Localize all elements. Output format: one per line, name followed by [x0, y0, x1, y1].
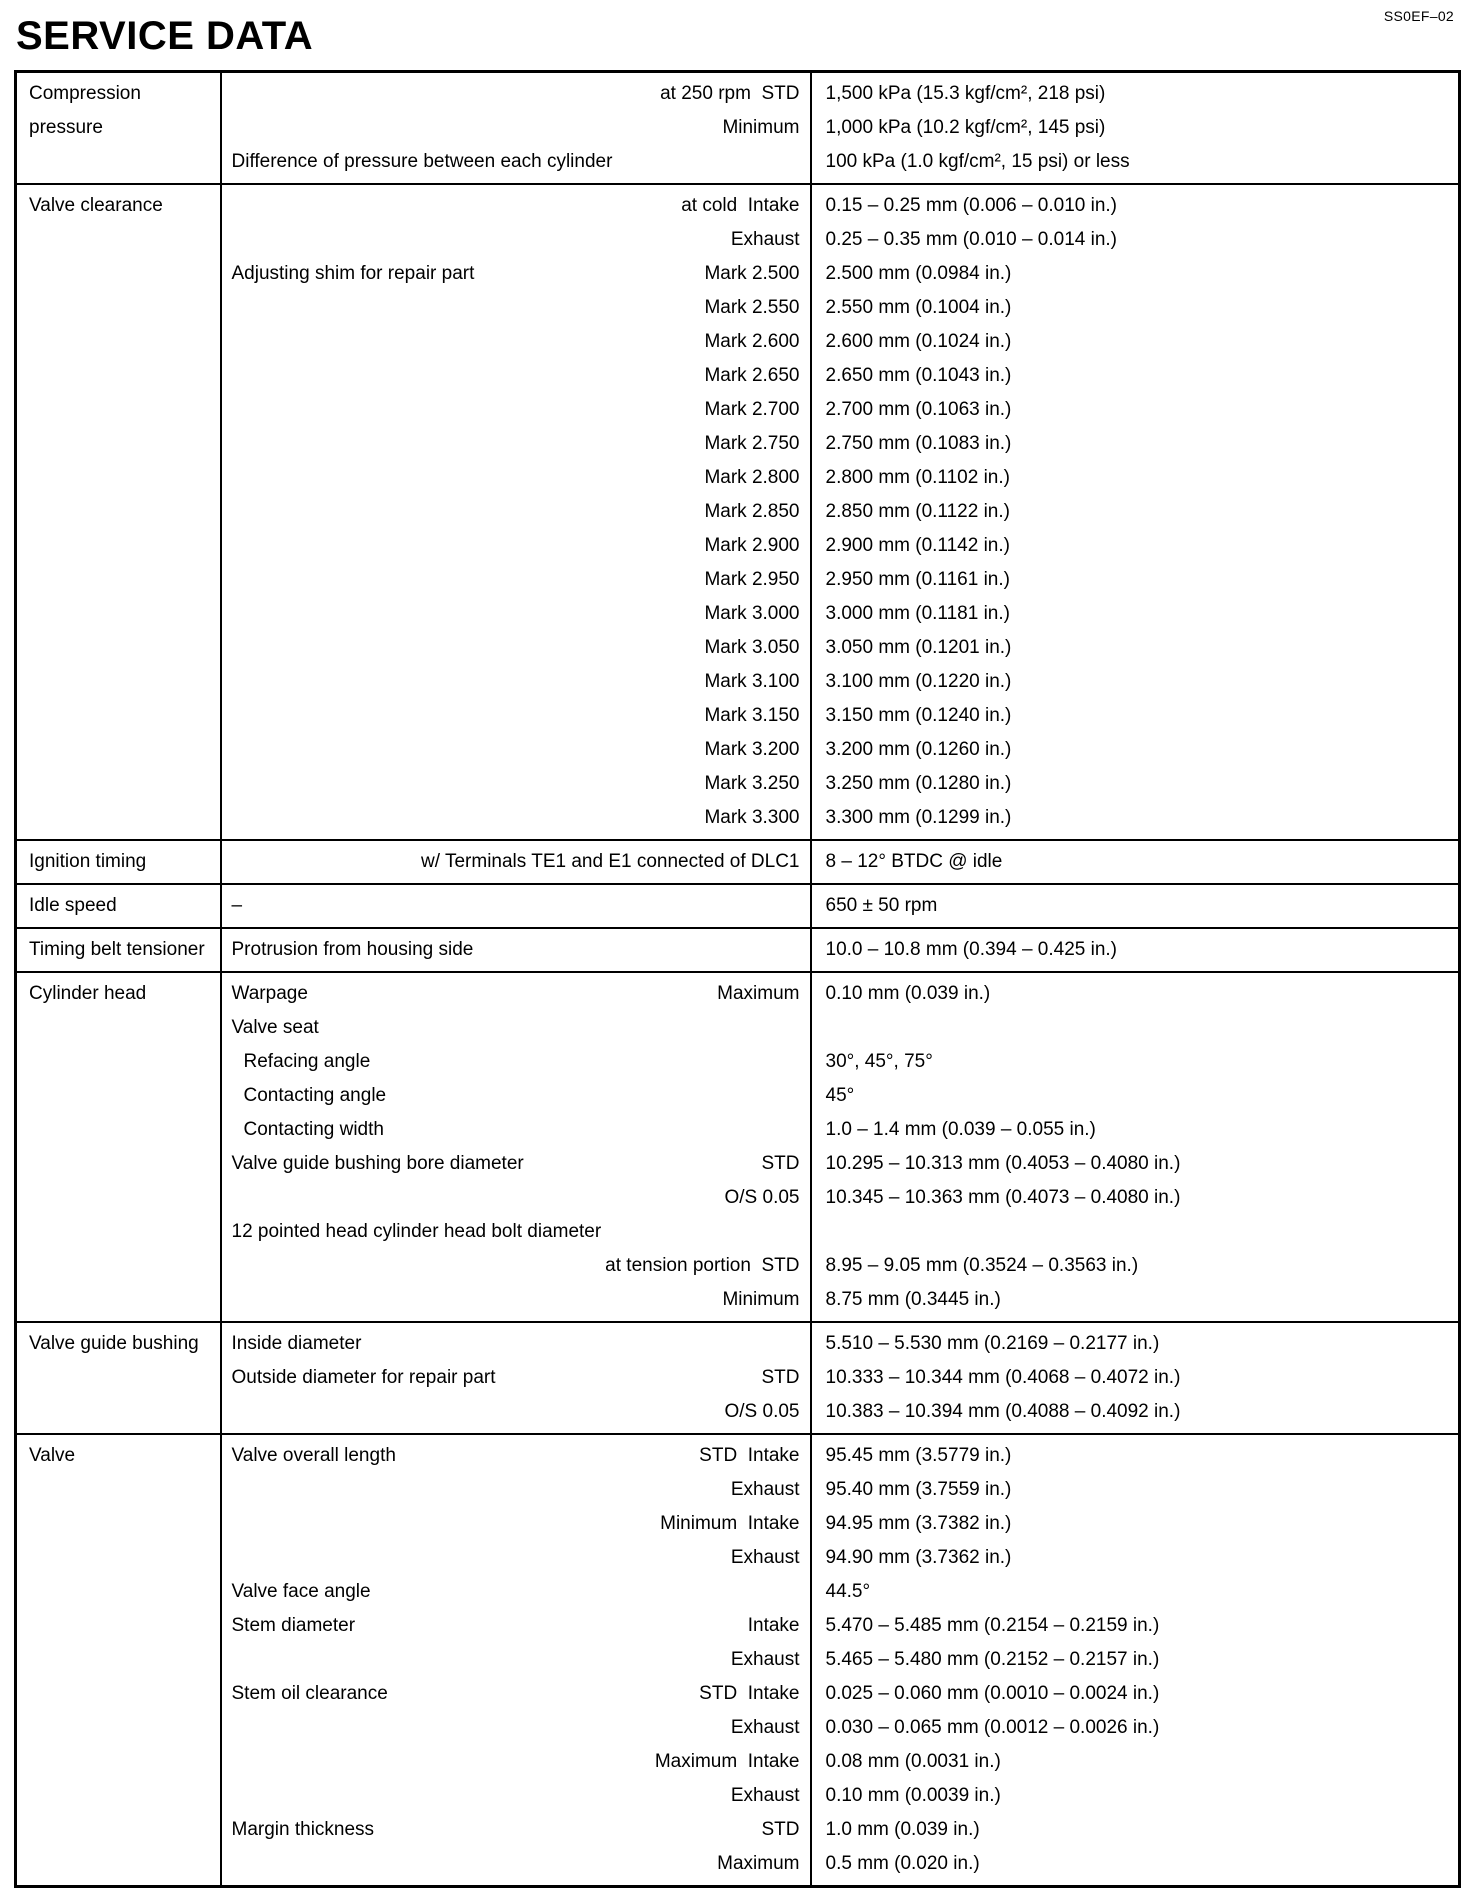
spec-cell	[221, 427, 811, 461]
spec-cell	[221, 72, 811, 112]
spec-condition: Mark 2.850	[704, 501, 800, 522]
spec-cell	[221, 1677, 811, 1711]
spec-cell	[221, 1249, 811, 1283]
category-cell: Valve guide bushing	[16, 1322, 221, 1434]
spec-label: Valve overall length	[231, 1445, 396, 1466]
spec-label: Margin thickness	[231, 1819, 375, 1840]
table-row	[16, 1079, 1460, 1113]
spec-cell	[221, 359, 811, 393]
spec-condition: Mark 2.950	[704, 569, 800, 590]
table-row	[16, 325, 1460, 359]
table-row	[16, 884, 1460, 928]
spec-value: 94.90 mm (3.7362 in.)	[825, 1547, 1012, 1568]
spec-label: Stem oil clearance	[231, 1683, 388, 1704]
spec-value: 10.345 – 10.363 mm (0.4073 – 0.4080 in.)	[825, 1187, 1181, 1208]
spec-value: 650 ± 50 rpm	[811, 884, 1460, 928]
category-cell: Valve	[16, 1434, 221, 1887]
table-row	[16, 1113, 1460, 1147]
spec-value: 0.025 – 0.060 mm (0.0010 – 0.0024 in.)	[825, 1683, 1160, 1704]
spec-value: 2.900 mm (0.1142 in.)	[825, 535, 1010, 556]
table-row	[16, 1779, 1460, 1813]
spec-value: 10.333 – 10.344 mm (0.4068 – 0.4072 in.)	[825, 1367, 1181, 1388]
spec-label: Stem diameter	[231, 1615, 356, 1636]
spec-cell	[221, 1395, 811, 1434]
spec-cell	[221, 1011, 811, 1045]
spec-value: 2.600 mm (0.1024 in.)	[825, 331, 1012, 352]
spec-condition: Maximum	[717, 983, 800, 1004]
table-row	[16, 427, 1460, 461]
spec-value: 8 – 12° BTDC @ idle	[811, 840, 1460, 884]
table-row	[16, 359, 1460, 393]
spec-value: 3.200 mm (0.1260 in.)	[825, 739, 1012, 760]
table-row	[16, 840, 1460, 884]
spec-condition: STD Intake	[699, 1445, 800, 1466]
spec-value: 0.25 – 0.35 mm (0.010 – 0.014 in.)	[825, 229, 1118, 250]
service-data-table	[14, 70, 1461, 1888]
table-row	[16, 1847, 1460, 1887]
spec-value: 5.465 – 5.480 mm (0.2152 – 0.2157 in.)	[825, 1649, 1160, 1670]
spec-value: 44.5°	[825, 1581, 871, 1602]
spec-condition: Mark 2.650	[704, 365, 800, 386]
spec-value: 2.550 mm (0.1004 in.)	[825, 297, 1012, 318]
table-row	[16, 1045, 1460, 1079]
spec-condition: w/ Terminals TE1 and E1 connected of DLC1	[421, 851, 800, 872]
spec-label: Valve face angle	[231, 1581, 371, 1602]
table-row	[16, 1215, 1460, 1249]
table-row	[16, 699, 1460, 733]
table-row	[16, 597, 1460, 631]
spec-value: 45°	[825, 1085, 855, 1106]
spec-cell	[221, 1434, 811, 1473]
spec-condition: Mark 2.550	[704, 297, 800, 318]
page-title: SERVICE DATA	[16, 14, 314, 58]
spec-value: 10.383 – 10.394 mm (0.4088 – 0.4092 in.)	[825, 1401, 1181, 1422]
spec-cell	[221, 393, 811, 427]
spec-label: Adjusting shim for repair part	[231, 263, 475, 284]
spec-condition: STD	[761, 1153, 800, 1174]
spec-cell	[221, 1541, 811, 1575]
spec-condition: Mark 2.500	[704, 263, 800, 284]
table-row	[16, 1643, 1460, 1677]
spec-cell	[221, 733, 811, 767]
spec-value: 5.510 – 5.530 mm (0.2169 – 0.2177 in.)	[811, 1322, 1460, 1361]
table-row	[16, 393, 1460, 427]
spec-cell	[221, 461, 811, 495]
spec-value: 1.0 mm (0.039 in.)	[825, 1819, 980, 1840]
spec-condition: Minimum	[722, 1289, 800, 1310]
doc-code: SS0EF–02	[1383, 8, 1454, 24]
spec-label: Outside diameter for repair part	[231, 1367, 496, 1388]
spec-value: 8.75 mm (0.3445 in.)	[825, 1289, 1001, 1310]
spec-cell	[221, 325, 811, 359]
spec-label: Warpage	[231, 983, 308, 1004]
spec-cell	[221, 111, 811, 145]
spec-cell	[221, 1779, 811, 1813]
spec-cell	[221, 884, 811, 928]
spec-cell	[221, 1847, 811, 1887]
spec-value: 2.700 mm (0.1063 in.)	[825, 399, 1012, 420]
table-row	[16, 1507, 1460, 1541]
table-row	[16, 1322, 1460, 1361]
spec-value: 0.10 mm (0.039 in.)	[811, 972, 1460, 1011]
spec-condition: Intake	[747, 1615, 800, 1636]
spec-value: 2.500 mm (0.0984 in.)	[825, 263, 1012, 284]
spec-cell	[221, 1215, 811, 1249]
spec-condition: Mark 2.700	[704, 399, 800, 420]
spec-value: 1.0 – 1.4 mm (0.039 – 0.055 in.)	[825, 1119, 1096, 1140]
spec-label: Valve seat	[231, 1017, 319, 1038]
spec-cell	[221, 563, 811, 597]
category-cell: Ignition timing	[16, 840, 221, 884]
table-row	[16, 801, 1460, 840]
table-row	[16, 461, 1460, 495]
spec-condition: O/S 0.05	[724, 1187, 800, 1208]
table-row	[16, 1181, 1460, 1215]
spec-value: 8.95 – 9.05 mm (0.3524 – 0.3563 in.)	[825, 1255, 1139, 1276]
spec-cell	[221, 665, 811, 699]
spec-cell	[221, 1473, 811, 1507]
spec-condition: Mark 3.300	[704, 807, 800, 828]
spec-condition: STD Intake	[699, 1683, 800, 1704]
spec-cell	[221, 1643, 811, 1677]
spec-condition: Exhaust	[730, 229, 800, 250]
spec-cell	[221, 928, 811, 972]
spec-cell	[221, 1361, 811, 1395]
table-row	[16, 1813, 1460, 1847]
table-row	[16, 631, 1460, 665]
table-row	[16, 1541, 1460, 1575]
spec-cell	[221, 972, 811, 1011]
spec-condition: at 250 rpm STD	[660, 83, 800, 104]
spec-condition: Exhaust	[730, 1649, 800, 1670]
table-row	[16, 145, 1460, 184]
spec-condition: Mark 2.750	[704, 433, 800, 454]
table-row	[16, 1011, 1460, 1045]
spec-label: Refacing angle	[243, 1051, 371, 1072]
spec-value: 3.150 mm (0.1240 in.)	[825, 705, 1012, 726]
spec-value: 95.40 mm (3.7559 in.)	[825, 1479, 1012, 1500]
spec-condition: Exhaust	[730, 1547, 800, 1568]
spec-condition: STD	[761, 1819, 800, 1840]
table-row	[16, 1473, 1460, 1507]
spec-value: 30°, 45°, 75°	[825, 1051, 933, 1072]
spec-condition: Mark 3.050	[704, 637, 800, 658]
spec-cell	[221, 840, 811, 884]
table-row	[16, 1249, 1460, 1283]
spec-cell	[221, 1283, 811, 1322]
spec-cell	[221, 1322, 811, 1361]
table-row	[16, 1395, 1460, 1434]
table-row	[16, 111, 1460, 145]
table-row	[16, 495, 1460, 529]
spec-cell	[221, 1745, 811, 1779]
spec-value: 5.470 – 5.485 mm (0.2154 – 0.2159 in.)	[825, 1615, 1160, 1636]
spec-cell	[221, 1813, 811, 1847]
spec-value: 0.10 mm (0.0039 in.)	[825, 1785, 1001, 1806]
spec-condition: Mark 3.200	[704, 739, 800, 760]
spec-cell	[221, 1711, 811, 1745]
spec-condition: Mark 2.600	[704, 331, 800, 352]
spec-label: –	[231, 895, 243, 916]
spec-value: 3.100 mm (0.1220 in.)	[825, 671, 1012, 692]
spec-value: 2.800 mm (0.1102 in.)	[825, 467, 1010, 488]
spec-condition: Minimum Intake	[660, 1513, 800, 1534]
spec-value: 3.000 mm (0.1181 in.)	[825, 603, 1010, 624]
spec-value	[811, 1011, 1460, 1045]
spec-condition: Exhaust	[730, 1479, 800, 1500]
spec-cell	[221, 1609, 811, 1643]
spec-cell	[221, 1079, 811, 1113]
spec-label: Difference of pressure between each cylinder	[231, 151, 613, 172]
table-row	[16, 72, 1460, 112]
spec-condition: Mark 3.150	[704, 705, 800, 726]
table-row	[16, 972, 1460, 1011]
table-row	[16, 665, 1460, 699]
table-row	[16, 1677, 1460, 1711]
spec-label: Valve guide bushing bore diameter	[231, 1153, 524, 1174]
table-row	[16, 1711, 1460, 1745]
spec-condition: Mark 2.800	[704, 467, 800, 488]
spec-value	[811, 1215, 1460, 1249]
spec-cell	[221, 1147, 811, 1181]
spec-value: 2.650 mm (0.1043 in.)	[825, 365, 1012, 386]
table-row	[16, 1434, 1460, 1473]
spec-label: Contacting width	[243, 1119, 384, 1140]
table-row	[16, 1361, 1460, 1395]
spec-cell	[221, 529, 811, 563]
spec-cell	[221, 1045, 811, 1079]
table-row	[16, 928, 1460, 972]
table-row	[16, 1575, 1460, 1609]
spec-cell	[221, 1181, 811, 1215]
spec-label: Protrusion from housing side	[231, 939, 474, 960]
table-row	[16, 1745, 1460, 1779]
spec-cell	[221, 495, 811, 529]
spec-value: 2.750 mm (0.1083 in.)	[825, 433, 1012, 454]
spec-value: 10.0 – 10.8 mm (0.394 – 0.425 in.)	[811, 928, 1460, 972]
table-row	[16, 563, 1460, 597]
spec-value: 2.950 mm (0.1161 in.)	[825, 569, 1010, 590]
spec-value: 0.15 – 0.25 mm (0.006 – 0.010 in.)	[811, 184, 1460, 223]
table-row	[16, 767, 1460, 801]
category-cell: Valve clearance	[16, 184, 221, 840]
spec-label: Inside diameter	[231, 1333, 362, 1354]
spec-condition: Mark 3.000	[704, 603, 800, 624]
table-row	[16, 529, 1460, 563]
spec-value: 0.030 – 0.065 mm (0.0012 – 0.0026 in.)	[825, 1717, 1160, 1738]
spec-cell	[221, 597, 811, 631]
category-cell: Compression pressure	[16, 72, 221, 185]
category-cell: Cylinder head	[16, 972, 221, 1322]
table-row	[16, 223, 1460, 257]
spec-cell	[221, 699, 811, 733]
spec-value: 1,000 kPa (10.2 kgf/cm², 145 psi)	[825, 117, 1106, 138]
spec-condition: Mark 2.900	[704, 535, 800, 556]
spec-value: 3.250 mm (0.1280 in.)	[825, 773, 1012, 794]
spec-value: 95.45 mm (3.5779 in.)	[811, 1434, 1460, 1473]
category-cell: Timing belt tensioner	[16, 928, 221, 972]
spec-cell	[221, 1507, 811, 1541]
spec-cell	[221, 1575, 811, 1609]
table-row	[16, 184, 1460, 223]
spec-condition: Exhaust	[730, 1717, 800, 1738]
spec-cell	[221, 291, 811, 325]
spec-value: 100 kPa (1.0 kgf/cm², 15 psi) or less	[825, 151, 1130, 172]
spec-cell	[221, 631, 811, 665]
spec-value: 1,500 kPa (15.3 kgf/cm², 218 psi)	[811, 72, 1460, 112]
spec-cell	[221, 145, 811, 184]
spec-condition: Maximum Intake	[654, 1751, 800, 1772]
spec-condition: at cold Intake	[681, 195, 800, 216]
spec-value: 10.295 – 10.313 mm (0.4053 – 0.4080 in.)	[825, 1153, 1181, 1174]
spec-condition: Exhaust	[730, 1785, 800, 1806]
spec-cell	[221, 801, 811, 840]
table-row	[16, 1147, 1460, 1181]
spec-cell	[221, 257, 811, 291]
spec-condition: Mark 3.250	[704, 773, 800, 794]
spec-value: 94.95 mm (3.7382 in.)	[825, 1513, 1012, 1534]
spec-condition: at tension portion STD	[605, 1255, 800, 1276]
spec-value: 2.850 mm (0.1122 in.)	[825, 501, 1010, 522]
spec-label: Contacting angle	[243, 1085, 387, 1106]
table-row	[16, 257, 1460, 291]
spec-cell	[221, 767, 811, 801]
spec-condition: Minimum	[722, 117, 800, 138]
spec-value: 0.08 mm (0.0031 in.)	[825, 1751, 1001, 1772]
spec-condition: Mark 3.100	[704, 671, 800, 692]
spec-condition: O/S 0.05	[724, 1401, 800, 1422]
spec-label: 12 pointed head cylinder head bolt diameter	[231, 1221, 602, 1242]
table-row	[16, 1283, 1460, 1322]
spec-cell	[221, 223, 811, 257]
table-row	[16, 291, 1460, 325]
spec-value: 3.300 mm (0.1299 in.)	[825, 807, 1012, 828]
table-row	[16, 733, 1460, 767]
service-table-body	[16, 72, 1460, 1887]
spec-cell	[221, 1113, 811, 1147]
spec-condition: Maximum	[717, 1853, 800, 1874]
spec-condition: STD	[761, 1367, 800, 1388]
spec-value: 0.5 mm (0.020 in.)	[825, 1853, 980, 1874]
category-cell: Idle speed	[16, 884, 221, 928]
spec-value: 3.050 mm (0.1201 in.)	[825, 637, 1012, 658]
spec-cell	[221, 184, 811, 223]
table-row	[16, 1609, 1460, 1643]
